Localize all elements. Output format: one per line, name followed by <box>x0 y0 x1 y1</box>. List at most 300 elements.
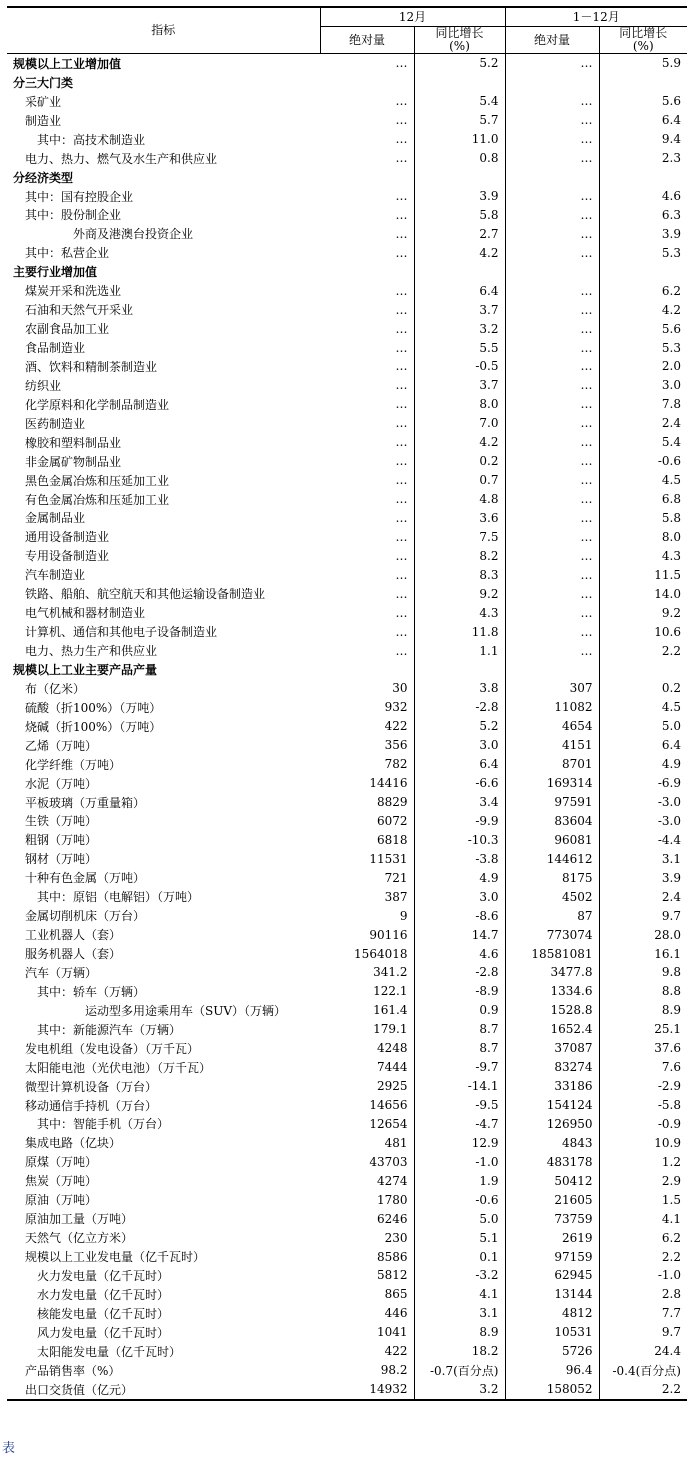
cell-year-growth <box>599 660 687 679</box>
table-row <box>7 509 687 528</box>
header-period-year: 1－12月 <box>505 7 687 27</box>
row-name: 其中：轿车（万辆） <box>37 984 146 999</box>
cell-year-absolute: 50412 <box>505 1171 599 1190</box>
row-name: 其中：新能源汽车（万辆） <box>37 1022 182 1037</box>
cell-year-growth: -0.9 <box>657 1116 681 1131</box>
cell-year-absolute: 4812 <box>505 1304 599 1323</box>
cell-dec-growth: 5.2 <box>414 717 505 736</box>
table-row <box>7 1115 687 1134</box>
cell-dec-absolute: … <box>320 376 414 395</box>
cell-dec-growth: -0.5 <box>414 357 505 376</box>
cell-dec-absolute: 387 <box>320 887 414 906</box>
cell-year-growth: 9.4 <box>661 132 681 147</box>
cell-year-growth: 6.8 <box>661 492 681 507</box>
cell-year-absolute: … <box>505 206 599 225</box>
table-row <box>7 414 687 433</box>
cell-dec-absolute: 5812 <box>320 1266 414 1285</box>
cell-dec-growth: 0.7 <box>414 471 505 490</box>
cell-year-absolute <box>505 262 599 281</box>
cell-year-growth: 4.6 <box>661 189 681 204</box>
cell-dec-absolute: 8586 <box>320 1247 414 1266</box>
cell-dec-absolute: 6246 <box>320 1209 414 1228</box>
cell-dec-absolute: … <box>320 54 414 73</box>
table-row <box>7 1266 687 1285</box>
cell-dec-absolute: … <box>320 92 414 111</box>
row-name: 有色金属冶炼和压延加工业 <box>25 492 170 507</box>
cell-dec-absolute: 161.4 <box>320 1001 414 1020</box>
header-indicator: 指标 <box>7 7 320 54</box>
row-name: 规模以上工业主要产品产量 <box>13 662 158 677</box>
cell-year-growth: 24.4 <box>654 1344 681 1359</box>
cell-year-absolute <box>505 73 599 92</box>
cell-dec-growth: 5.5 <box>414 338 505 357</box>
table-row <box>7 1058 687 1077</box>
row-name: 主要行业增加值 <box>13 265 98 280</box>
cell-year-absolute: … <box>505 395 599 414</box>
cell-dec-growth: 5.4 <box>414 92 505 111</box>
row-name: 太阳能发电量（亿千瓦时） <box>37 1344 182 1359</box>
cell-dec-absolute: 98.2 <box>320 1361 414 1380</box>
table-row <box>7 395 687 414</box>
table-row <box>7 452 687 471</box>
table-row <box>7 698 687 717</box>
row-name: 发电机组（发电设备）（万千瓦） <box>25 1041 200 1056</box>
cell-year-growth: 9.8 <box>661 965 681 980</box>
cell-dec-absolute <box>320 262 414 281</box>
cell-dec-absolute: … <box>320 641 414 660</box>
row-name: 其中：国有控股企业 <box>25 189 134 204</box>
cell-dec-absolute: 4248 <box>320 1039 414 1058</box>
row-name: 风力发电量（亿千瓦时） <box>37 1325 170 1340</box>
row-name: 集成电路（亿块） <box>25 1136 122 1151</box>
cell-dec-growth: -9.9 <box>414 812 505 831</box>
cell-year-growth: 8.8 <box>661 984 681 999</box>
row-name: 规模以上工业增加值 <box>13 56 122 71</box>
row-name: 石油和天然气开采业 <box>25 303 134 318</box>
cell-dec-growth: 8.0 <box>414 395 505 414</box>
header-absolute-year: 绝对量 <box>505 27 599 54</box>
cell-year-absolute: 4151 <box>505 736 599 755</box>
table-row <box>7 1228 687 1247</box>
table-row <box>7 641 687 660</box>
cell-dec-growth: 5.0 <box>414 1209 505 1228</box>
cell-dec-absolute: 341.2 <box>320 963 414 982</box>
cell-dec-absolute: … <box>320 149 414 168</box>
cell-dec-absolute: 6072 <box>320 812 414 831</box>
row-name: 钢材（万吨） <box>25 852 98 867</box>
cell-year-growth: 5.3 <box>661 340 681 355</box>
table-row <box>7 281 687 300</box>
table-row <box>7 717 687 736</box>
cell-year-absolute: 1528.8 <box>505 1001 599 1020</box>
cell-dec-absolute: … <box>320 509 414 528</box>
cell-dec-absolute <box>320 168 414 187</box>
row-name: 煤炭开采和洗选业 <box>25 284 122 299</box>
cell-dec-growth: 5.2 <box>414 54 505 73</box>
row-name: 硫酸（折100%）（万吨） <box>25 700 162 715</box>
cell-dec-growth <box>414 660 505 679</box>
cell-year-absolute: 37087 <box>505 1039 599 1058</box>
cell-dec-growth: 7.5 <box>414 527 505 546</box>
cell-year-absolute: 87 <box>505 906 599 925</box>
cell-year-absolute: … <box>505 527 599 546</box>
row-name: 微型计算机设备（万台） <box>25 1079 158 1094</box>
cell-year-growth: 5.9 <box>661 56 681 71</box>
cell-dec-absolute: … <box>320 414 414 433</box>
cell-year-absolute: … <box>505 243 599 262</box>
table-row <box>7 1209 687 1228</box>
cell-year-absolute: 33186 <box>505 1077 599 1096</box>
cell-year-absolute: … <box>505 130 599 149</box>
cell-year-absolute: … <box>505 622 599 641</box>
cell-dec-absolute: 230 <box>320 1228 414 1247</box>
cell-year-absolute: … <box>505 471 599 490</box>
row-name: 分三大门类 <box>13 75 74 90</box>
cell-year-absolute: 96.4 <box>505 1361 599 1380</box>
row-name: 太阳能电池（光伏电池）（万千瓦） <box>25 1060 212 1075</box>
cell-year-growth: -4.4 <box>657 832 681 847</box>
cell-year-growth: -0.6 <box>657 454 681 469</box>
cell-year-absolute: … <box>505 187 599 206</box>
cell-year-absolute: 8701 <box>505 755 599 774</box>
cell-dec-absolute: 446 <box>320 1304 414 1323</box>
row-name: 产品销售率（%） <box>25 1363 121 1378</box>
cell-year-growth: -0.4(百分点) <box>612 1363 681 1378</box>
row-name: 运动型多用途乘用车（SUV）（万辆） <box>85 1003 287 1018</box>
table-row <box>7 338 687 357</box>
cell-dec-absolute: 6818 <box>320 830 414 849</box>
cell-dec-absolute: 30 <box>320 679 414 698</box>
cell-year-absolute: 83604 <box>505 812 599 831</box>
cell-dec-growth <box>414 262 505 281</box>
cell-year-absolute: 97591 <box>505 793 599 812</box>
table-row <box>7 1020 687 1039</box>
cell-year-growth: 10.9 <box>654 1135 681 1150</box>
cell-dec-absolute: … <box>320 452 414 471</box>
cell-year-absolute: 1652.4 <box>505 1020 599 1039</box>
row-name: 水力发电量（亿千瓦时） <box>37 1287 170 1302</box>
table-row <box>7 887 687 906</box>
cell-dec-growth: 3.6 <box>414 509 505 528</box>
cell-year-growth: 9.7 <box>661 1325 681 1340</box>
cell-dec-growth: -8.9 <box>414 982 505 1001</box>
cell-dec-absolute: … <box>320 471 414 490</box>
table-row <box>7 54 687 73</box>
table-header <box>7 7 687 54</box>
cell-dec-growth: 7.0 <box>414 414 505 433</box>
row-name: 外商及港澳台投资企业 <box>73 227 194 242</box>
row-name: 化学纤维（万吨） <box>25 757 122 772</box>
cell-year-absolute: … <box>505 92 599 111</box>
cell-dec-absolute: … <box>320 433 414 452</box>
cell-dec-absolute: 179.1 <box>320 1020 414 1039</box>
row-name: 制造业 <box>25 113 62 128</box>
cell-dec-growth: -2.8 <box>414 963 505 982</box>
cell-dec-growth: 3.7 <box>414 300 505 319</box>
table-row <box>7 1304 687 1323</box>
cell-year-absolute: … <box>505 281 599 300</box>
cell-year-absolute: 11082 <box>505 698 599 717</box>
table-row <box>7 736 687 755</box>
cell-year-growth: -3.0 <box>657 795 681 810</box>
cell-dec-growth: 8.3 <box>414 565 505 584</box>
cell-year-growth: 2.4 <box>661 889 681 904</box>
cell-year-growth: 4.9 <box>661 757 681 772</box>
cell-dec-growth: -0.6 <box>414 1190 505 1209</box>
table-row <box>7 1323 687 1342</box>
cell-year-growth: 4.5 <box>661 700 681 715</box>
row-name: 通用设备制造业 <box>25 530 110 545</box>
cell-year-growth: 6.2 <box>661 283 681 298</box>
cell-year-absolute: 4843 <box>505 1133 599 1152</box>
table-row <box>7 925 687 944</box>
row-name: 原煤（万吨） <box>25 1155 98 1170</box>
cell-dec-absolute: … <box>320 565 414 584</box>
row-name: 金属切削机床（万台） <box>25 909 146 924</box>
cell-year-growth: 4.3 <box>661 548 681 563</box>
header-period-december: 12月 <box>320 7 505 27</box>
cell-year-growth: 9.2 <box>661 605 681 620</box>
cell-dec-absolute: 1780 <box>320 1190 414 1209</box>
cell-year-growth: 37.6 <box>654 1041 681 1056</box>
table-row <box>7 1380 687 1400</box>
cell-dec-growth: 8.7 <box>414 1020 505 1039</box>
cell-dec-growth: -6.6 <box>414 774 505 793</box>
row-name: 医药制造业 <box>25 416 86 431</box>
cell-year-growth: 5.6 <box>661 94 681 109</box>
cell-year-absolute: 96081 <box>505 830 599 849</box>
row-name: 出口交货值（亿元） <box>25 1382 134 1397</box>
cell-year-growth: 3.9 <box>661 870 681 885</box>
cell-dec-absolute: … <box>320 281 414 300</box>
cell-dec-absolute: 865 <box>320 1285 414 1304</box>
table-row <box>7 963 687 982</box>
cell-dec-growth: 3.2 <box>414 319 505 338</box>
cell-year-absolute: 483178 <box>505 1152 599 1171</box>
cell-year-absolute: … <box>505 54 599 73</box>
table-row <box>7 149 687 168</box>
cell-dec-growth: 1.9 <box>414 1171 505 1190</box>
cell-year-growth: 5.6 <box>661 321 681 336</box>
cell-dec-growth: 4.6 <box>414 944 505 963</box>
cell-year-absolute: … <box>505 452 599 471</box>
cell-year-growth: 7.8 <box>661 397 681 412</box>
cell-dec-growth: 4.2 <box>414 433 505 452</box>
table-row <box>7 376 687 395</box>
table-row <box>7 868 687 887</box>
cell-dec-growth: 0.9 <box>414 1001 505 1020</box>
cell-dec-growth: 5.8 <box>414 206 505 225</box>
row-name: 酒、饮料和精制茶制造业 <box>25 359 158 374</box>
row-name: 移动通信手持机（万台） <box>25 1098 158 1113</box>
cell-year-growth: -3.0 <box>657 813 681 828</box>
table-row <box>7 906 687 925</box>
row-name: 服务机器人（套） <box>25 947 122 962</box>
cell-year-absolute: 4502 <box>505 887 599 906</box>
row-name: 汽车制造业 <box>25 568 86 583</box>
cell-dec-absolute: 43703 <box>320 1152 414 1171</box>
cell-dec-growth: 4.9 <box>414 868 505 887</box>
cell-dec-absolute: 356 <box>320 736 414 755</box>
cell-year-growth: 3.1 <box>661 851 681 866</box>
cell-dec-absolute: 9 <box>320 906 414 925</box>
table-row <box>7 1247 687 1266</box>
cell-year-growth: 2.9 <box>661 1173 681 1188</box>
cell-dec-growth: 11.8 <box>414 622 505 641</box>
cell-dec-growth: 4.8 <box>414 490 505 509</box>
table-row <box>7 357 687 376</box>
cell-dec-absolute: … <box>320 319 414 338</box>
cell-year-growth <box>599 168 687 187</box>
footer-mark: 表 <box>2 1441 16 1456</box>
cell-year-growth: 6.3 <box>661 207 681 222</box>
cell-dec-growth: 0.8 <box>414 149 505 168</box>
row-name: 黑色金属冶炼和压延加工业 <box>25 473 170 488</box>
cell-year-growth: 1.2 <box>661 1154 681 1169</box>
cell-year-growth: 2.2 <box>661 1249 681 1264</box>
cell-dec-absolute: 422 <box>320 1342 414 1361</box>
cell-dec-growth: 8.7 <box>414 1039 505 1058</box>
cell-year-growth <box>599 262 687 281</box>
cell-year-absolute: … <box>505 111 599 130</box>
cell-dec-growth: 11.0 <box>414 130 505 149</box>
cell-year-growth: 2.0 <box>661 359 681 374</box>
cell-dec-absolute: … <box>320 338 414 357</box>
cell-dec-absolute: … <box>320 224 414 243</box>
table-row <box>7 1190 687 1209</box>
cell-dec-absolute: 481 <box>320 1133 414 1152</box>
cell-year-growth: 0.2 <box>661 681 681 696</box>
cell-dec-growth: 18.2 <box>414 1342 505 1361</box>
table-row <box>7 187 687 206</box>
row-name: 原油加工量（万吨） <box>25 1212 134 1227</box>
cell-year-absolute: … <box>505 546 599 565</box>
table-row <box>7 1077 687 1096</box>
row-name: 食品制造业 <box>25 341 86 356</box>
row-name: 水泥（万吨） <box>25 776 98 791</box>
cell-year-absolute: … <box>505 376 599 395</box>
table-row <box>7 168 687 187</box>
cell-dec-growth: -1.0 <box>414 1152 505 1171</box>
row-name: 其中：股份制企业 <box>25 208 122 223</box>
cell-year-growth: 2.2 <box>661 643 681 658</box>
cell-year-growth: 2.8 <box>661 1287 681 1302</box>
table-row <box>7 300 687 319</box>
cell-year-absolute: 3477.8 <box>505 963 599 982</box>
row-name: 火力发电量（亿千瓦时） <box>37 1268 170 1283</box>
cell-year-absolute: … <box>505 641 599 660</box>
cell-dec-growth: 3.4 <box>414 793 505 812</box>
cell-dec-growth: 0.2 <box>414 452 505 471</box>
table-row <box>7 243 687 262</box>
table-row <box>7 982 687 1001</box>
cell-dec-growth: 5.7 <box>414 111 505 130</box>
cell-dec-absolute: 90116 <box>320 925 414 944</box>
cell-dec-absolute: 12654 <box>320 1115 414 1134</box>
cell-dec-growth <box>414 73 505 92</box>
table-row <box>7 206 687 225</box>
row-name: 其中：私营企业 <box>25 246 110 261</box>
cell-year-absolute <box>505 660 599 679</box>
cell-dec-growth: 9.2 <box>414 584 505 603</box>
cell-year-absolute: 4654 <box>505 717 599 736</box>
row-name: 生铁（万吨） <box>25 814 98 829</box>
cell-year-growth: 14.0 <box>654 586 681 601</box>
cell-year-absolute: 5726 <box>505 1342 599 1361</box>
table-row <box>7 527 687 546</box>
cell-year-absolute: … <box>505 433 599 452</box>
cell-dec-growth: 3.1 <box>414 1304 505 1323</box>
cell-year-absolute: 1334.6 <box>505 982 599 1001</box>
cell-dec-growth: 1.1 <box>414 641 505 660</box>
cell-year-growth: 11.5 <box>654 567 681 582</box>
row-name: 原油（万吨） <box>25 1193 98 1208</box>
cell-year-growth <box>599 73 687 92</box>
table-row <box>7 1171 687 1190</box>
cell-dec-absolute: 122.1 <box>320 982 414 1001</box>
row-name: 焦炭（万吨） <box>25 1174 98 1189</box>
row-name: 分经济类型 <box>13 170 74 185</box>
cell-year-growth: 5.4 <box>661 435 681 450</box>
row-name: 平板玻璃（万重量箱） <box>25 795 146 810</box>
cell-dec-absolute: … <box>320 546 414 565</box>
table-row <box>7 1152 687 1171</box>
cell-year-absolute: 169314 <box>505 774 599 793</box>
cell-year-absolute: 97159 <box>505 1247 599 1266</box>
cell-year-growth: 6.2 <box>661 1230 681 1245</box>
cell-dec-growth: -4.7 <box>414 1115 505 1134</box>
cell-dec-growth: -3.8 <box>414 849 505 868</box>
row-name: 规模以上工业发电量（亿千瓦时） <box>25 1250 206 1265</box>
cell-year-growth: 3.0 <box>661 378 681 393</box>
cell-year-absolute: 18581081 <box>505 944 599 963</box>
cell-dec-absolute: … <box>320 111 414 130</box>
cell-year-growth: 6.4 <box>661 113 681 128</box>
cell-dec-growth: 3.9 <box>414 187 505 206</box>
cell-dec-absolute: … <box>320 243 414 262</box>
cell-year-absolute: … <box>505 565 599 584</box>
cell-dec-growth: -10.3 <box>414 830 505 849</box>
cell-dec-growth: 14.7 <box>414 925 505 944</box>
cell-dec-absolute: 422 <box>320 717 414 736</box>
table-row <box>7 546 687 565</box>
cell-year-growth: 3.9 <box>661 226 681 241</box>
cell-year-growth: 10.6 <box>654 624 681 639</box>
table-row <box>7 433 687 452</box>
cell-dec-growth: 5.1 <box>414 1228 505 1247</box>
cell-dec-absolute: … <box>320 187 414 206</box>
cell-year-growth: 8.9 <box>661 1003 681 1018</box>
cell-year-absolute: 144612 <box>505 849 599 868</box>
cell-year-growth: 28.0 <box>654 927 681 942</box>
row-name: 其中：智能手机（万台） <box>37 1117 170 1132</box>
table-row <box>7 793 687 812</box>
cell-year-absolute: … <box>505 357 599 376</box>
row-name: 其中：高技术制造业 <box>37 132 146 147</box>
cell-year-growth: 25.1 <box>654 1022 681 1037</box>
cell-year-growth: -2.9 <box>657 1079 681 1094</box>
row-name: 布（亿米） <box>25 681 86 696</box>
cell-year-absolute: … <box>505 414 599 433</box>
cell-dec-absolute: … <box>320 357 414 376</box>
cell-dec-absolute: 782 <box>320 755 414 774</box>
cell-dec-growth: 3.0 <box>414 887 505 906</box>
cell-year-growth: 9.7 <box>661 908 681 923</box>
cell-dec-growth: 6.4 <box>414 281 505 300</box>
cell-year-absolute: … <box>505 584 599 603</box>
row-name: 乙烯（万吨） <box>25 738 98 753</box>
cell-year-growth: 4.5 <box>661 473 681 488</box>
